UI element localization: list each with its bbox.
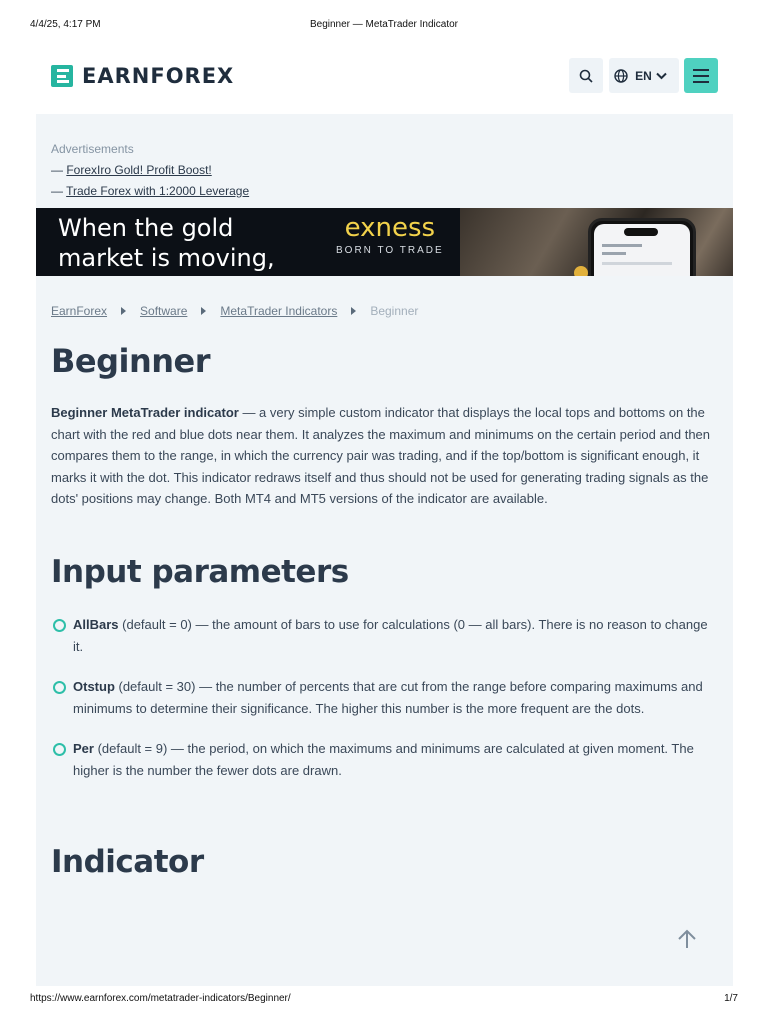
breadcrumb (51, 304, 418, 318)
arrow-up-icon[interactable] (676, 928, 698, 950)
print-url: https://www.earnforex.com/metatrader-indicators/Beginner/ (30, 993, 291, 1004)
list-item (51, 614, 719, 657)
logo-icon (51, 65, 73, 87)
param-desc: (default = 0) — the amount of bars to use for calculations (0 — all bars). There is no reason to change it. (73, 617, 708, 654)
language-selector[interactable] (609, 58, 679, 93)
ad-banner[interactable] (36, 208, 733, 276)
ad-link-gold[interactable]: ForexIro Gold! Profit Boost! (66, 163, 212, 177)
param-name: Otstup (73, 679, 115, 695)
page-title: Beginner (51, 342, 211, 380)
param-desc: (default = 30) — the number of percents that are cut from the range before comparing maximums and minimums to determine their significance. The higher this number is the more frequent are the dots. (73, 679, 703, 716)
circle-bullet-icon (53, 743, 66, 756)
intro-paragraph (51, 402, 719, 510)
gold-coin-icon (574, 266, 588, 276)
breadcrumb-earnforex[interactable]: EarnForex (51, 304, 108, 318)
intro-bold: Beginner MetaTrader indicator (51, 405, 239, 420)
ad-link-item: — Trade Forex with 1:2000 Leverage (51, 184, 250, 198)
caret-right-icon (201, 307, 206, 315)
banner-tagline: BORN TO TRADE (336, 245, 444, 256)
breadcrumb-software[interactable]: Software (140, 304, 188, 318)
ads-label: Advertisements (51, 142, 134, 156)
param-name: AllBars (73, 617, 119, 632)
site-header (36, 56, 733, 96)
globe-icon (614, 69, 628, 83)
banner-headline: When the gold market is moving, (58, 214, 275, 272)
language-label: EN (635, 68, 652, 83)
banner-brand (336, 213, 444, 256)
main-content (36, 114, 733, 986)
list-item (51, 676, 719, 719)
circle-bullet-icon (53, 619, 66, 632)
caret-right-icon (121, 307, 126, 315)
banner-brand-name: exness (344, 213, 436, 243)
breadcrumb-current: Beginner (370, 304, 419, 318)
ad-link-item: — ForexIro Gold! Profit Boost! (51, 163, 212, 177)
phone-image (588, 218, 696, 276)
search-button[interactable] (569, 58, 603, 93)
print-title: Beginner — MetaTrader Indicator (309, 19, 459, 30)
list-item (51, 738, 719, 781)
intro-text: — a very simple custom indicator that displays the local tops and bottoms on the chart with the red and blue dots near them. It analyzes the maximum and minimums on the certain period and then compares them to the range, in which the currency pair was trading, and if the top/bottom is significant enough, it marks it with the dot. This indicator redraws itself and thus should not be used for generating trading signals as the dots' positions may change. Both MT4 and MT5 versions of the indicator are available. (51, 405, 711, 507)
advertisements (51, 139, 249, 202)
print-header (0, 19, 768, 33)
logo[interactable] (51, 64, 234, 88)
param-name: Per (73, 741, 94, 757)
print-page-number: 1/7 (724, 993, 738, 1004)
menu-button[interactable] (684, 58, 718, 93)
ad-link-leverage[interactable]: Trade Forex with 1:2000 Leverage (66, 184, 250, 198)
print-date: 4/4/25, 4:17 PM (30, 19, 101, 30)
banner-image (460, 208, 733, 276)
logo-text: EARNFOREX (82, 64, 235, 88)
param-desc: (default = 9) — the period, on which the maximums and minimums are calculated at given moment. The higher is the number the fewer dots are drawn. (73, 741, 694, 778)
chevron-down-icon (656, 72, 667, 80)
circle-bullet-icon (53, 681, 66, 694)
menu-icon (693, 69, 709, 71)
indicator-heading: Indicator (51, 844, 204, 880)
parameters-list (51, 614, 719, 782)
breadcrumb-metatrader-indicators[interactable]: MetaTrader Indicators (220, 304, 338, 318)
caret-right-icon (351, 307, 356, 315)
search-icon (579, 69, 593, 83)
input-parameters-heading: Input parameters (51, 554, 349, 590)
